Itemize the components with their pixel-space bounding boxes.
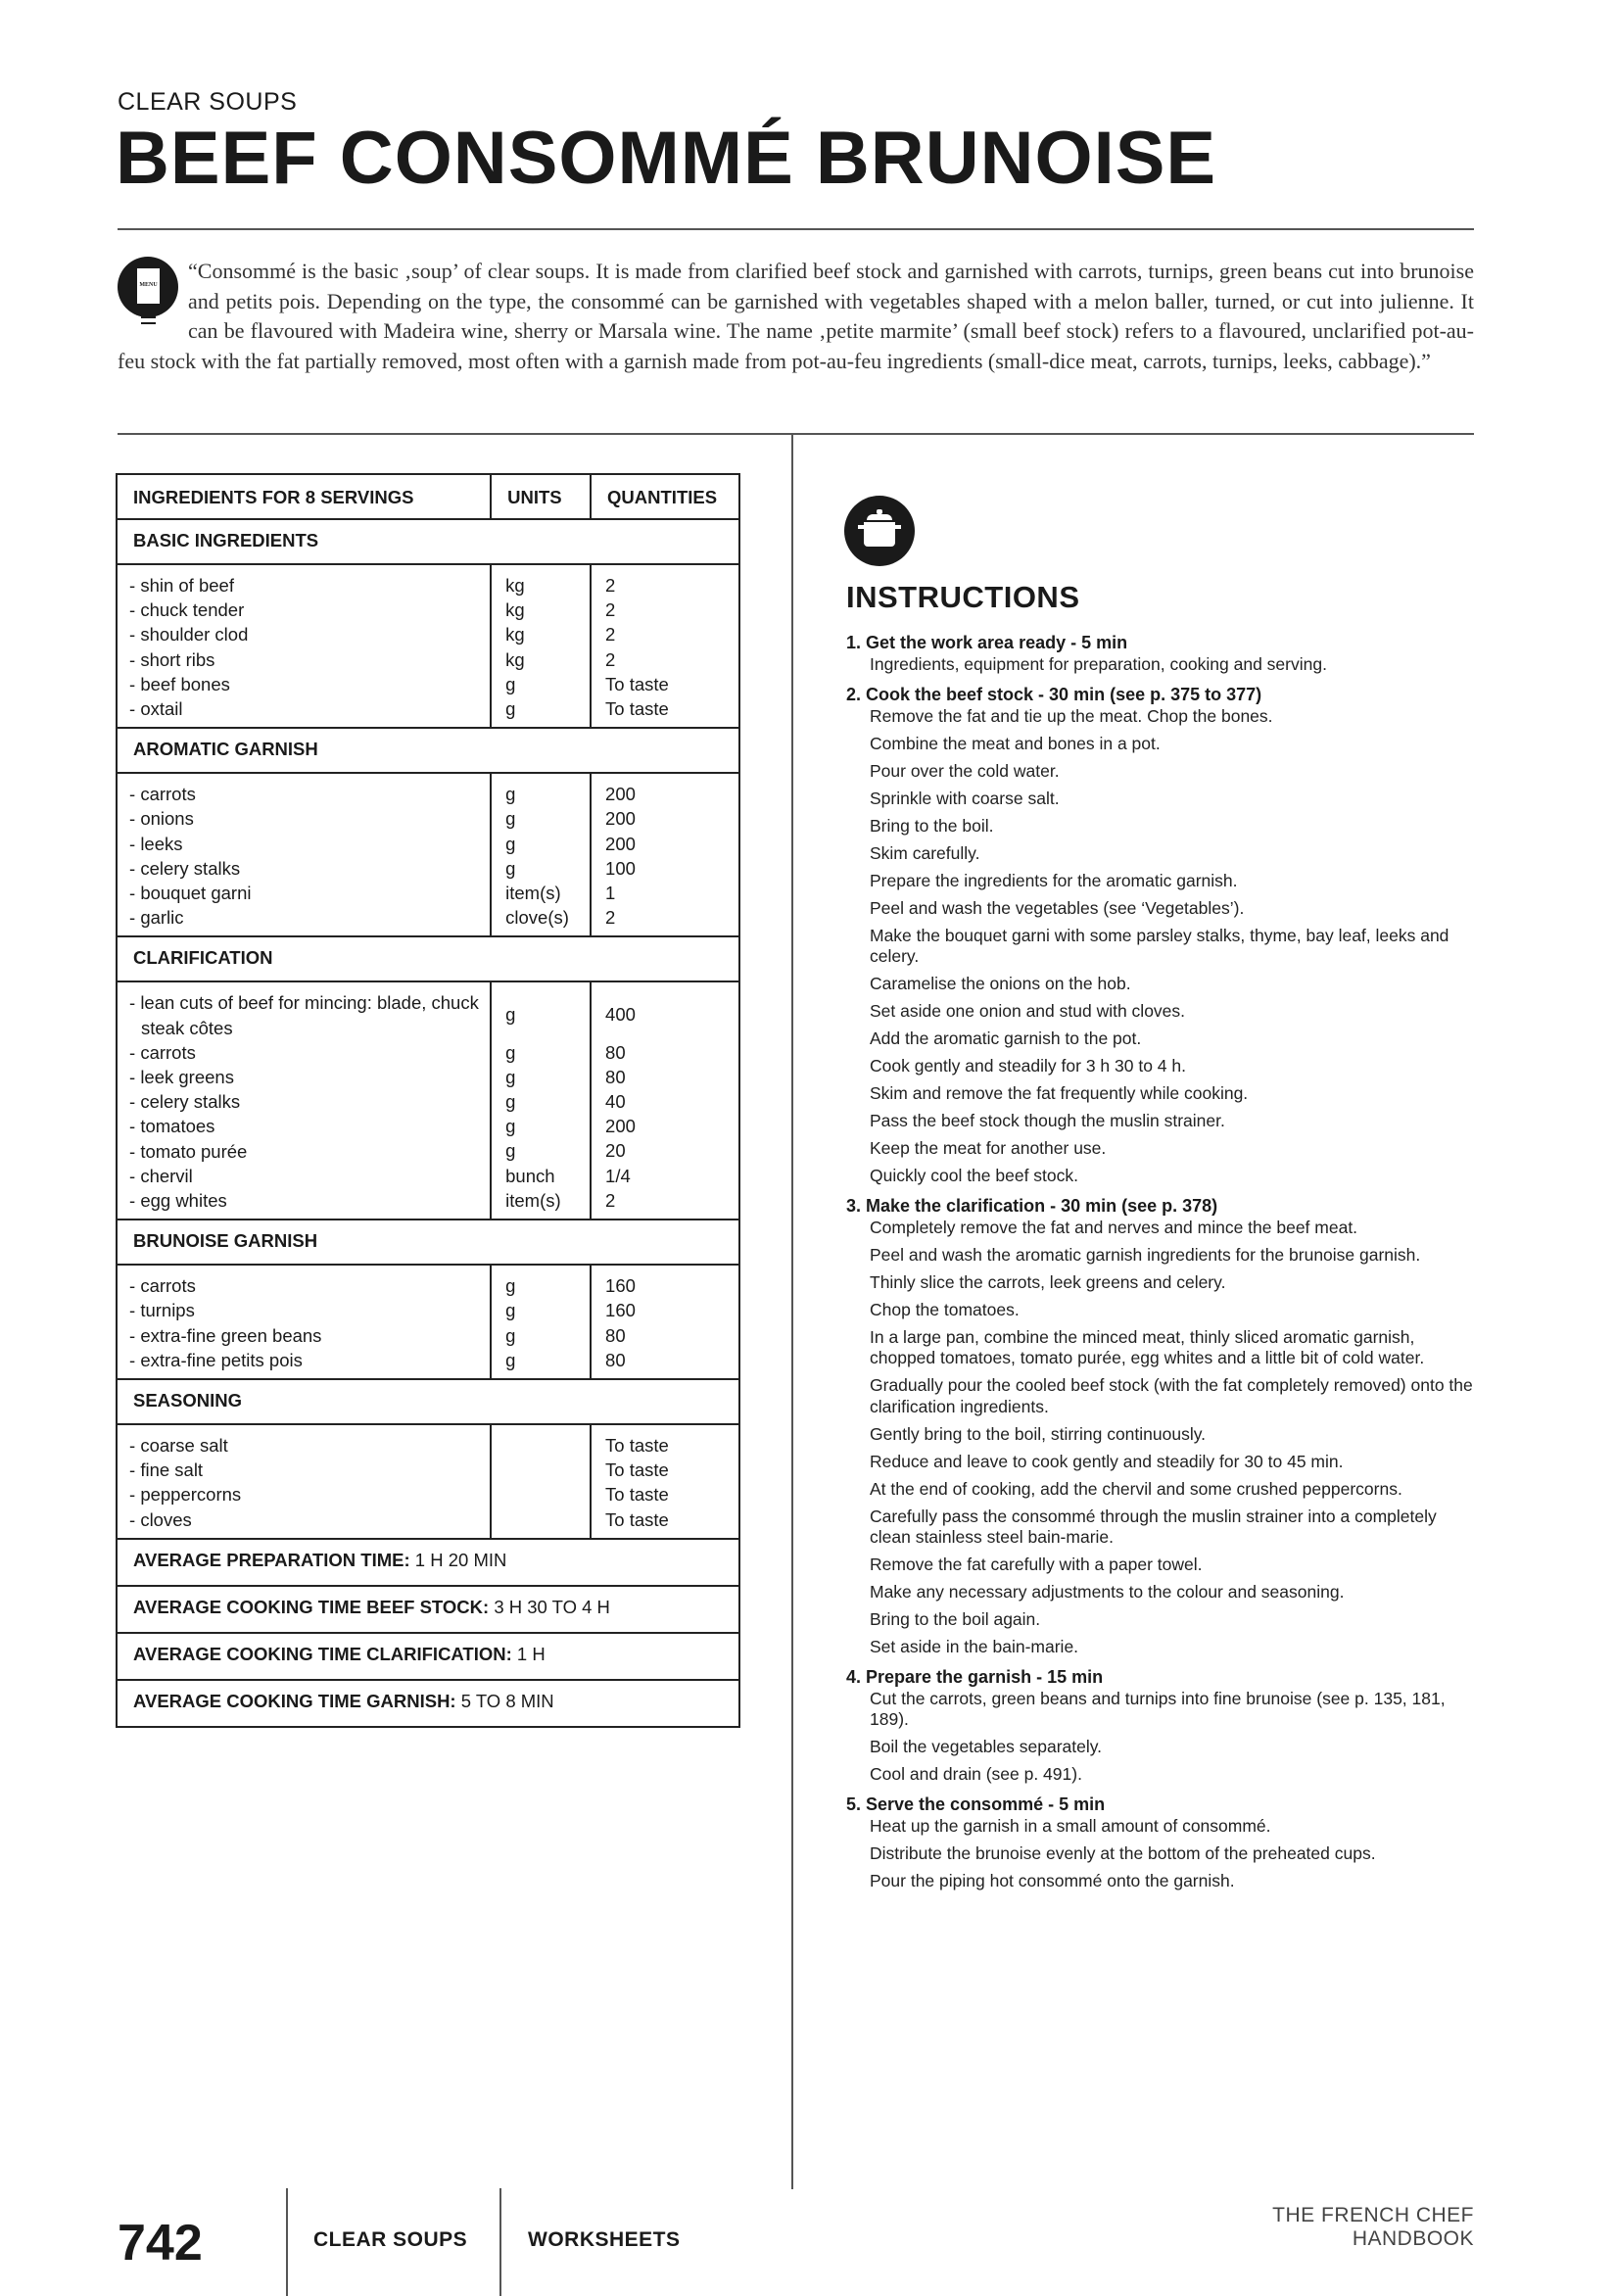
- footer-category: WORKSHEETS: [528, 2228, 681, 2251]
- quantity-cell: To taste: [605, 1508, 669, 1530]
- quantity-cell: 160: [605, 1275, 636, 1297]
- step-line: Caramelise the onions on the hob.: [870, 974, 1131, 993]
- step-title: 1. Get the work area ready - 5 min: [846, 633, 1128, 652]
- unit-cell: g: [505, 1300, 516, 1321]
- quantities-list: [591, 773, 739, 936]
- step-line: At the end of cooking, add the chervil and some crushed peppercorns.: [870, 1478, 1402, 1499]
- time-row: [117, 1680, 739, 1727]
- unit-cell: g: [505, 1091, 516, 1113]
- quantity-cell: 1: [605, 883, 616, 904]
- unit-cell: [505, 1482, 586, 1507]
- step-line: Remove the fat carefully with a paper towel.: [870, 1555, 1203, 1574]
- ingredient-item: - leeks: [129, 832, 486, 856]
- ingredient-item: - egg whites: [129, 1188, 486, 1213]
- unit-cell: g: [505, 1275, 516, 1297]
- ingredient-item: - extra-fine petits pois: [129, 1348, 486, 1372]
- divider: [286, 2188, 288, 2296]
- unit-cell: item(s): [505, 883, 561, 904]
- units-list: [491, 773, 591, 936]
- quantity-cell: 2: [605, 575, 616, 596]
- unit-cell: kg: [505, 575, 525, 596]
- footer-section: CLEAR SOUPS: [313, 2228, 468, 2251]
- ingredient-list: [117, 981, 491, 1220]
- unit-cell: g: [505, 1140, 516, 1162]
- step-line: Bring to the boil.: [870, 815, 994, 836]
- ingredient-item: - carrots: [129, 782, 486, 806]
- quantity-cell: 200: [605, 808, 636, 830]
- ingredient-item: - bouquet garni: [129, 881, 486, 905]
- quantity-cell: 80: [605, 1349, 626, 1370]
- ingredient-item: - celery stalks: [129, 856, 486, 881]
- quantity-cell: 2: [605, 907, 616, 929]
- time-label: AVERAGE COOKING TIME GARNISH:: [133, 1690, 456, 1711]
- step-line: Peel and wash the aromatic garnish ingredients for the brunoise garnish.: [870, 1244, 1421, 1265]
- divider: [118, 433, 1474, 435]
- ingredient-item: - extra-fine green beans: [129, 1323, 486, 1348]
- ingredient-item: - cloves: [129, 1507, 486, 1532]
- unit-cell: g: [505, 673, 516, 694]
- quantity-cell: 80: [605, 1066, 626, 1087]
- step-line: Ingredients, equipment for preparation, cooking and serving.: [870, 654, 1327, 674]
- section-name: CLARIFICATION: [117, 936, 739, 981]
- instruction-step: [846, 683, 1473, 1187]
- quantity-cell: To taste: [605, 673, 669, 694]
- time-cell: [117, 1539, 739, 1586]
- quantity-cell: 1/4: [605, 1165, 631, 1186]
- quantity-cell: To taste: [605, 698, 669, 720]
- ingredient-item: - garlic: [129, 905, 486, 930]
- column-header: QUANTITIES: [591, 474, 739, 519]
- page-number: 742: [118, 2215, 203, 2272]
- ingredient-item: - short ribs: [129, 647, 486, 672]
- ingredients-table: [116, 473, 740, 1728]
- quantity-cell: 400: [605, 1004, 636, 1026]
- step-line: Pass the beef stock though the muslin strainer.: [870, 1111, 1225, 1130]
- time-cell: [117, 1633, 739, 1680]
- unit-cell: g: [505, 1041, 516, 1063]
- ingredient-list: [117, 1265, 491, 1379]
- step-line: Pour the piping hot consommé onto the garnish.: [870, 1870, 1235, 1890]
- column-header: INGREDIENTS FOR 8 SERVINGS: [117, 474, 491, 519]
- step-line: Peel and wash the vegetables (see ‘Vegetables’).: [870, 897, 1245, 918]
- unit-cell: bunch: [505, 1165, 555, 1186]
- step-line: Gently bring to the boil, stirring continuously.: [870, 1423, 1207, 1444]
- time-value: 3 H 30 TO 4 H: [494, 1596, 610, 1617]
- unit-cell: g: [505, 1349, 516, 1370]
- quantities-list: [591, 564, 739, 728]
- unit-cell: g: [505, 833, 516, 854]
- quantity-cell: 100: [605, 857, 636, 879]
- unit-cell: g: [505, 784, 516, 805]
- quantity-cell: 2: [605, 624, 616, 646]
- quantities-list: [591, 1424, 739, 1539]
- ingredient-item: - fine salt: [129, 1458, 486, 1482]
- table-row: [117, 564, 739, 728]
- step-line: Prepare the ingredients for the aromatic garnish.: [870, 870, 1238, 890]
- quantity-cell: 20: [605, 1140, 626, 1162]
- divider: [118, 228, 1474, 230]
- time-cell: [117, 1680, 739, 1727]
- time-label: AVERAGE COOKING TIME CLARIFICATION:: [133, 1643, 512, 1664]
- step-title: 3. Make the clarification - 30 min (see p. 378): [846, 1195, 1218, 1216]
- time-row: [117, 1633, 739, 1680]
- quantity-cell: 160: [605, 1300, 636, 1321]
- unit-cell: [505, 1458, 586, 1482]
- table-header-row: [117, 474, 739, 519]
- table-row: [117, 981, 739, 1220]
- quantity-cell: 2: [605, 648, 616, 670]
- table-row: [117, 1424, 739, 1539]
- step-title: 5. Serve the consommé - 5 min: [846, 1794, 1106, 1814]
- unit-cell: clove(s): [505, 907, 569, 929]
- step-line: Keep the meat for another use.: [870, 1138, 1107, 1158]
- time-label: AVERAGE COOKING TIME BEEF STOCK:: [133, 1596, 490, 1617]
- unit-cell: [505, 1507, 586, 1532]
- section-header-row: [117, 1220, 739, 1265]
- step-line: Bring to the boil again.: [870, 1609, 1041, 1629]
- unit-cell: g: [505, 698, 516, 720]
- step-line: Skim carefully.: [870, 842, 980, 863]
- section-name: BRUNOISE GARNISH: [117, 1220, 739, 1265]
- step-title: 2. Cook the beef stock - 30 min (see p. 375 to 377): [846, 684, 1262, 704]
- quantity-cell: To taste: [605, 1459, 669, 1481]
- time-row: [117, 1586, 739, 1633]
- step-line: Reduce and leave to cook gently and steadily for 30 to 45 min.: [870, 1451, 1344, 1471]
- section-name: SEASONING: [117, 1379, 739, 1424]
- quantities-list: [591, 981, 739, 1220]
- section-header-row: [117, 1379, 739, 1424]
- quantity-cell: 80: [605, 1041, 626, 1063]
- units-list: [491, 1424, 591, 1539]
- step-line: Carefully pass the consommé through the muslin strainer into a completely clean stainless steel bain-marie.: [870, 1506, 1437, 1547]
- step-line: Distribute the brunoise evenly at the bottom of the preheated cups.: [870, 1842, 1376, 1863]
- time-value: 1 H: [516, 1643, 546, 1664]
- ingredient-item: - oxtail: [129, 696, 486, 721]
- quantity-cell: To taste: [605, 1484, 669, 1506]
- ingredient-item: - onions: [129, 806, 486, 831]
- step-line: Chop the tomatoes.: [870, 1299, 1020, 1319]
- ingredient-item: - tomato purée: [129, 1139, 486, 1164]
- unit-cell: kg: [505, 648, 525, 670]
- time-label: AVERAGE PREPARATION TIME:: [133, 1549, 410, 1570]
- intro-text: “Consommé is the basic ‚soup’ of clear soups. It is made from clarified beef stock and garnished with carrots, turnips, green beans cut into brunoise and petits pois. Depending on the type, the consommé can be garnished with vegetables shaped with a melon baller, turned, or cut into julienne. It can be flavoured with Madeira wine, sherry or Marsala wine. The name ‚petite marmite’ (small beef stock) refers to a flavoured, unclarified pot-au-feu stock with the fat partially removed, most often with a garnish made from pot-au-feu ingredients (small-dice meat, carrots, turnips, leeks, cabbage).”: [118, 259, 1474, 373]
- divider: [499, 2188, 501, 2296]
- instruction-step: [846, 631, 1473, 676]
- menu-icon: MENU: [118, 257, 178, 317]
- step-line: Cut the carrots, green beans and turnips into fine brunoise (see p. 135, 181, 189).: [870, 1688, 1446, 1729]
- ingredient-item: - turnips: [129, 1298, 486, 1322]
- book-title: THE FRENCH CHEF HANDBOOK: [1272, 2204, 1474, 2250]
- section-header-row: [117, 936, 739, 981]
- time-value: 5 TO 8 MIN: [460, 1690, 554, 1711]
- ingredient-item: - leek greens: [129, 1065, 486, 1089]
- ingredient-item: - shoulder clod: [129, 622, 486, 646]
- step-line: Completely remove the fat and nerves and mince the beef meat.: [870, 1217, 1358, 1237]
- ingredient-item: - carrots: [129, 1040, 486, 1065]
- section-name: BASIC INGREDIENTS: [117, 519, 739, 564]
- unit-cell: item(s): [505, 1189, 561, 1211]
- table-row: [117, 1265, 739, 1379]
- cooking-pot-icon: [844, 496, 915, 566]
- step-line: Combine the meat and bones in a pot.: [870, 733, 1161, 753]
- unit-cell: g: [505, 857, 516, 879]
- ingredient-list: [117, 564, 491, 728]
- time-cell: [117, 1586, 739, 1633]
- step-line: Set aside one onion and stud with cloves.: [870, 1001, 1186, 1021]
- ingredient-item: - celery stalks: [129, 1089, 486, 1114]
- step-line: Gradually pour the cooled beef stock (with the fat completely removed) onto the clarification ingredients.: [870, 1375, 1473, 1416]
- time-value: 1 H 20 MIN: [414, 1549, 507, 1570]
- step-line: Make the bouquet garni with some parsley stalks, thyme, bay leaf, leeks and celery.: [870, 925, 1449, 966]
- quantity-cell: 2: [605, 599, 616, 621]
- step-line: Set aside in the bain-marie.: [870, 1637, 1079, 1656]
- ingredient-item: - chervil: [129, 1164, 486, 1188]
- ingredient-item: - carrots: [129, 1273, 486, 1298]
- ingredient-item: - coarse salt: [129, 1433, 486, 1458]
- instruction-step: [846, 1194, 1473, 1658]
- section-header-row: [117, 519, 739, 564]
- quantity-cell: To taste: [605, 1435, 669, 1457]
- column-header: UNITS: [491, 474, 591, 519]
- unit-cell: kg: [505, 599, 525, 621]
- section-name: AROMATIC GARNISH: [117, 728, 739, 773]
- step-line: Quickly cool the beef stock.: [870, 1166, 1079, 1185]
- instructions-heading: INSTRUCTIONS: [846, 580, 1080, 614]
- unit-cell: g: [505, 808, 516, 830]
- time-row: [117, 1539, 739, 1586]
- ingredient-item: - tomatoes: [129, 1114, 486, 1138]
- quantity-cell: 200: [605, 1116, 636, 1137]
- unit-cell: kg: [505, 624, 525, 646]
- instructions-section: [846, 580, 1473, 1898]
- page-title: BEEF CONSOMMÉ BRUNOISE: [116, 117, 1217, 200]
- step-line: Thinly slice the carrots, leek greens and celery.: [870, 1271, 1226, 1292]
- step-line: Cool and drain (see p. 491).: [870, 1764, 1082, 1784]
- quantities-list: [591, 1265, 739, 1379]
- section-label: CLEAR SOUPS: [118, 88, 298, 116]
- step-line: Make any necessary adjustments to the colour and seasoning.: [870, 1582, 1345, 1602]
- ingredient-item: - shin of beef: [129, 573, 486, 598]
- table-row: [117, 773, 739, 936]
- units-list: [491, 1265, 591, 1379]
- section-header-row: [117, 728, 739, 773]
- step-title: 4. Prepare the garnish - 15 min: [846, 1666, 1104, 1687]
- ingredient-item: - lean cuts of beef for mincing: blade, chuck steak côtes: [129, 990, 486, 1039]
- unit-cell: g: [505, 1116, 516, 1137]
- column-divider: [791, 434, 793, 2189]
- instruction-step: [846, 1793, 1473, 1892]
- step-line: Pour over the cold water.: [870, 760, 1060, 781]
- step-line: Remove the fat and tie up the meat. Chop the bones.: [870, 705, 1273, 726]
- quantity-cell: 40: [605, 1091, 626, 1113]
- unit-cell: g: [505, 1066, 516, 1087]
- step-line: In a large pan, combine the minced meat, thinly sliced aromatic garnish, chopped tomatoes, tomato purée, egg whites and a little bit of cold water.: [870, 1326, 1425, 1367]
- quantity-cell: 2: [605, 1189, 616, 1211]
- step-line: Boil the vegetables separately.: [870, 1737, 1103, 1756]
- intro-paragraph: [118, 257, 1474, 376]
- unit-cell: [505, 1433, 586, 1458]
- units-list: [491, 564, 591, 728]
- instruction-step: [846, 1665, 1473, 1786]
- step-line: Sprinkle with coarse salt.: [870, 788, 1060, 808]
- quantity-cell: 80: [605, 1324, 626, 1346]
- step-line: Skim and remove the fat frequently while cooking.: [870, 1083, 1249, 1103]
- quantity-cell: 200: [605, 833, 636, 854]
- units-list: [491, 981, 591, 1220]
- quantity-cell: 200: [605, 784, 636, 805]
- step-line: Heat up the garnish in a small amount of consommé.: [870, 1815, 1271, 1836]
- ingredient-list: [117, 1424, 491, 1539]
- ingredient-item: - beef bones: [129, 672, 486, 696]
- unit-cell: g: [505, 1004, 516, 1026]
- step-line: Add the aromatic garnish to the pot.: [870, 1028, 1142, 1048]
- ingredient-list: [117, 773, 491, 936]
- ingredient-item: - peppercorns: [129, 1482, 486, 1507]
- unit-cell: g: [505, 1324, 516, 1346]
- step-line: Cook gently and steadily for 3 h 30 to 4 h.: [870, 1056, 1186, 1076]
- ingredient-item: - chuck tender: [129, 598, 486, 622]
